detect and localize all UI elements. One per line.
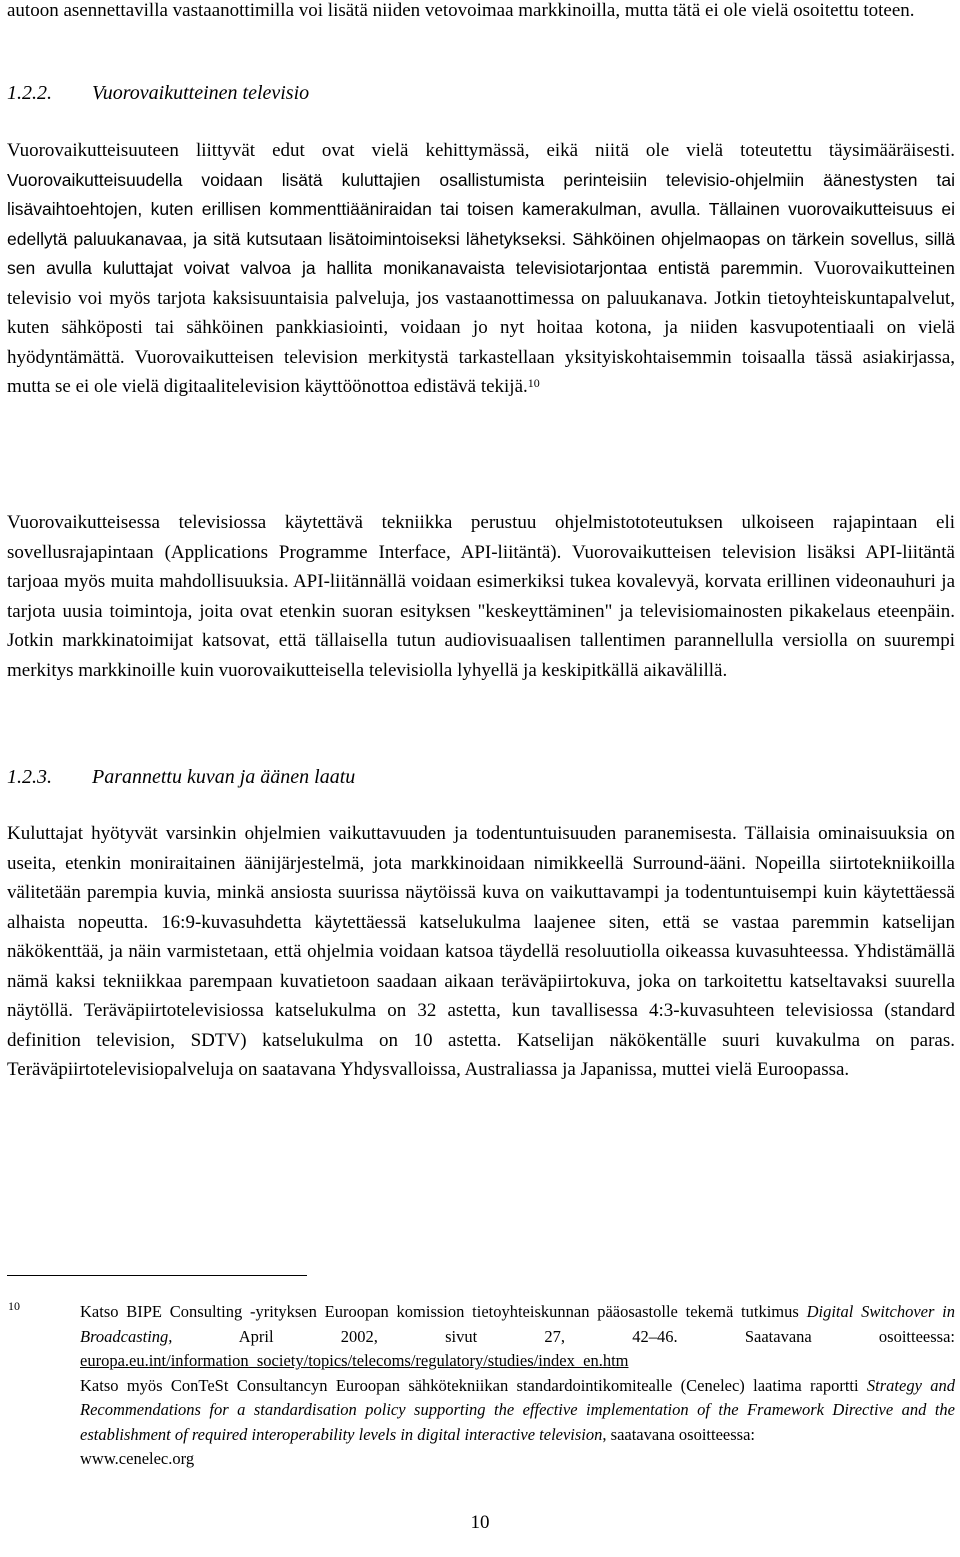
footnote-reference[interactable]: 10 [527, 376, 540, 390]
section-title: Vuorovaikutteinen televisio [92, 82, 310, 104]
section-heading-1-2-3 [7, 766, 355, 789]
footnote-text: , saatavana osoitteessa: [602, 1424, 755, 1444]
paragraph-tail: Vuorovaikutteinen televisio voi myös tarjota kaksisuuntaisia palveluja, jos vastaanottimessa on paluukanava. Jotkin tietoyhteiskuntapalvelut, kuten sähköposti tai sähköinen pankkiasiointi, voidaan jo nyt hoitaa kotona, ja niiden kasvupotentiaali on vielä hyödyntämättä. Vuorovaikutteisen television merkitystä tarkastellaan yksityiskohtaisemmin toisaalla tässä asiakirjassa, mutta se ei ole vielä digitaalitelevision käyttöönottoa edistävä tekijä. [7, 258, 955, 397]
footnote-title: Digital Switchover in Broadcasting, [80, 1302, 955, 1346]
footnote-citation-2 [80, 1374, 955, 1472]
footnote-title: Strategy and Recommendations for a standardisation policy supporting the effective implementation of the Framework Directive and the establishment of required interoperability levels in digital interactive television [80, 1375, 955, 1444]
section-number: 1.2.2. [7, 82, 52, 104]
footnote-link[interactable]: www.cenelec.org [80, 1449, 195, 1468]
section-title: Parannettu kuvan ja äänen laatu [92, 766, 356, 788]
page-number: 10 [470, 1512, 490, 1533]
section-heading-1-2-2 [7, 82, 309, 105]
footnote-text: April 2002, sivut 27, 42–46. Saatavana osoitteessa: [238, 1326, 956, 1346]
interactive-tv-paragraph-2: Vuorovaikutteisessa televisiossa käytettävä tekniikka perustuu ohjelmistototeutuksen ulkoiseen rajapintaan eli sovellusrajapintaan (Applications Programme Interface, API-liitäntä). Vuorovaikutteisen television lisäksi API-liitäntä tarjoaa myös muita mahdollisuuksia. API-liitännällä voidaan esimerkiksi tukea kovalevyä, korvata erillinen videonauhuri ja tarjota uusia toimintoja, joita ovat etenkin suoran esityksen "keskeyttäminen" ja televisiomainosten pikakelaus eteenpäin. Jotkin markkinatoimijat katsovat, että tällaisella tutun audiovisuaalisen tallentimen parannellulla versiolla on suurempi merkitys markkinoille kuin vuorovaikutteisella televisiolla lyhyellä ja keskipitkällä aikavälillä. [7, 512, 955, 681]
paragraph-body: Vuorovaikutteisuudella voidaan lisätä kuluttajien osallistumista perinteisiin televisio-ohjelmiin äänestysten tai lisävaihtoehtojen, kuten erillisen kommenttiääniraidan tai toisen kamerakulman, avulla. Tällainen vuorovaikutteisuus ei edellytä paluukanavaa, ja sitä kutsutaan lisätoimintoiseksi lähetykseksi. Sähköinen ohjelmaopas on tärkein sovellus, sillä sen avulla kuluttajat voivat valvoa ja hallita monikanavaista televisiotarjontaa entistä paremmin. [7, 169, 955, 278]
footnote-link[interactable]: europa.eu.int/information_society/topics/telecoms/regulatory/studies/index_en.htm [80, 1351, 629, 1370]
section-number: 1.2.3. [7, 766, 52, 788]
footnote [80, 1300, 955, 1472]
quality-paragraph: Kuluttajat hyötyvät varsinkin ohjelmien vaikuttavuuden ja todentuntuisuuden paranemisesta. Tällaisia ominaisuuksia on useita, etenkin moniraitainen äänijärjestelmä, jota markkinoidaan nimikkeellä Surround-ääni. Nopeilla siirtotekniikoilla välitetään parempia kuvia, minkä ansiosta suurissa näytöissä kuva on vaikuttavampi ja todentuntuisempi kuin käytettäessä alhaista nopeutta. 16:9-kuvasuhdetta käytettäessä katselukulma laajenee siten, että se vastaa paremmin katselijan näkökenttää, ja näin varmistetaan, että ohjelmia voidaan katsoa täydellä resoluutiolla oikeassa kuvasuhteessa. Yhdistämällä nämä kaksi tekniikkaa parempaan kuvatietoon saadaan aikaan teräväpiirtokuva, joka on tarkoitettu katseltavaksi suurella näytöllä. Teräväpiirtotelevisiossa katselukulma on 32 astetta, kun tavallisessa 4:3-kuvasuhteen televisiossa (standard definition television, SDTV) katselukulma on 10 astetta. Katselijan näkökentälle suuri kuvakulma on paras. Teräväpiirtotelevisiopalveluja on saatavana Yhdysvalloissa, Australiassa ja Japanissa, muttei vielä Euroopassa. [7, 823, 955, 1080]
footnote-separator [7, 1275, 307, 1276]
paragraph-lead: Vuorovaikutteisuuteen liittyvät edut ovat vielä kehittymässä, eikä niitä ole vielä toteutettu täysimääräisesti. [7, 140, 955, 161]
intro-paragraph: autoon asennettavilla vastaanottimilla voi lisätä niiden vetovoimaa markkinoilla, mutta tätä ei ole vielä osoitettu toteen. [7, 0, 915, 21]
footnote-citation-1 [80, 1300, 955, 1374]
footnote-text: Katso BIPE Consulting -yrityksen Euroopan komission tietoyhteiskunnan pääosastolle tekemä tutkimus [80, 1302, 799, 1321]
footnote-marker: 10 [8, 1299, 20, 1313]
footnote-text: Katso myös ConTeSt Consultancyn Euroopan sähkötekniikan standardointikomitealle (Cenelec) laatima raportti [80, 1375, 859, 1395]
interactive-tv-paragraph-1 [7, 136, 955, 402]
